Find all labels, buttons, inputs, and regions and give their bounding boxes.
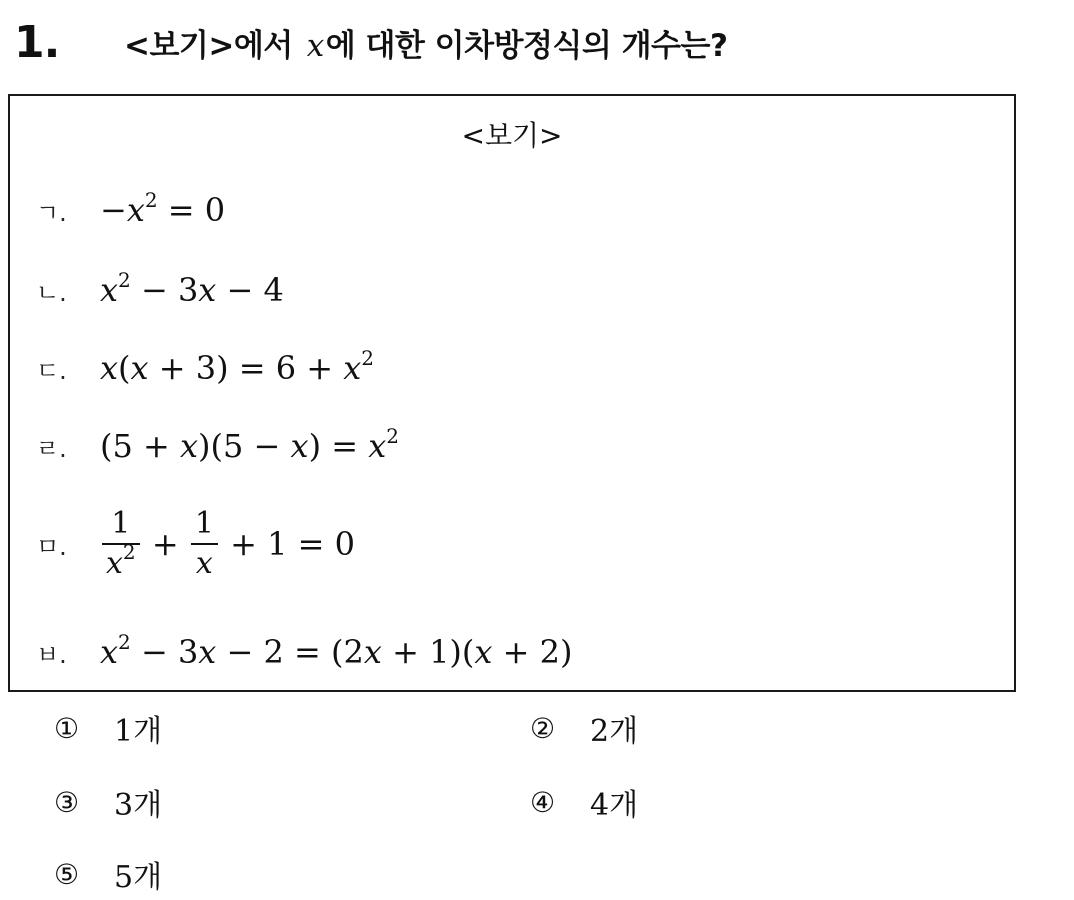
bogi-item-5 — [36, 496, 355, 592]
fraction-one-over-x-squared: $\frac{1}{x^2}$ — [102, 505, 140, 583]
item-expression: $x^2 - 3x - 2 = (2x + 1)(x + 2)$ — [100, 630, 573, 671]
item-mark: ㄱ. — [36, 198, 67, 227]
bogi-box — [8, 94, 1016, 692]
choice-1[interactable] — [54, 706, 162, 750]
item-expression: $-x^2 = 0$ — [100, 188, 226, 229]
choice-4[interactable] — [530, 780, 638, 824]
choice-label: 2개 — [590, 714, 639, 749]
bogi-item-1 — [36, 186, 225, 234]
item-expression: $x(x + 3) = 6 + x^2$ — [100, 346, 375, 387]
choice-2[interactable] — [530, 706, 638, 750]
choice-label: 3개 — [114, 788, 163, 823]
choice-label: 5개 — [114, 860, 163, 895]
item-expression: $(5 + x)(5 - x) = x^2$ — [100, 424, 399, 465]
bogi-title: <보기> — [461, 119, 563, 152]
choice-3[interactable] — [54, 780, 162, 824]
choice-symbol: ② — [530, 711, 556, 745]
fraction-one-over-x: $\frac{1}{x}$ — [191, 505, 218, 583]
item-mark: ㅂ. — [36, 640, 67, 669]
question-stem — [124, 20, 727, 65]
stem-after: 에 대한 이차방정식의 개수는? — [325, 27, 728, 64]
item-mark: ㄹ. — [36, 434, 67, 463]
bogi-item-4 — [36, 422, 399, 470]
question-number: 1. — [14, 16, 60, 68]
choice-5[interactable] — [54, 852, 162, 896]
bogi-item-2 — [36, 266, 284, 314]
choice-label: 1개 — [114, 714, 163, 749]
item-expression: $\frac{1}{x^2}$ + $\frac{1}{x}$ + 1 = 0 — [100, 505, 355, 583]
stem-variable: x — [306, 27, 324, 64]
item-mark: ㄴ. — [36, 278, 67, 307]
item-mark: ㅁ. — [36, 532, 67, 561]
bogi-item-3 — [36, 344, 374, 392]
choice-symbol: ④ — [530, 785, 556, 819]
choice-symbol: ⑤ — [54, 857, 80, 891]
stem-before: <보기>에서 — [124, 27, 293, 64]
item-mark: ㄷ. — [36, 356, 67, 385]
choice-label: 4개 — [590, 788, 639, 823]
choice-symbol: ③ — [54, 785, 80, 819]
question-header — [14, 12, 727, 72]
choice-symbol: ① — [54, 711, 80, 745]
item-expression: $x^2 - 3x - 4$ — [100, 268, 284, 309]
bogi-item-6 — [36, 628, 572, 676]
